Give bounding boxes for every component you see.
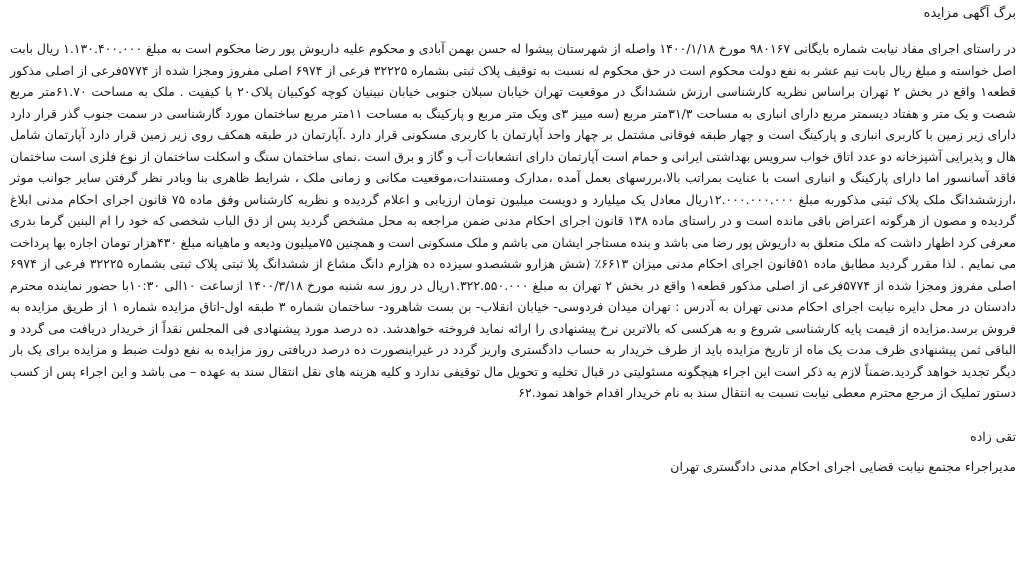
spacer [10,26,1016,38]
spacer [10,448,1016,456]
notice-body: در راستای اجرای مفاد نیابت شماره بایگانی ۹۸۰۱۶۷ مورخ ۱۴۰۰/۱/۱۸ واصله از شهرستان پیشوا له حسن بهمن آبادی و محکوم علیه داریوش پور رضا محکوم است به مبلغ ۱.۱۳۰.۴۰۰.۰۰۰ ریال بابت اصل خواسته و مبلغ ریال بابت نیم عشر به نفع دولت محکوم است در حق محکوم له نسبت به توقیف پلاک ثبتی بشماره ۳۲۲۲۵ فرعی از ۶۹۷۴ اصلی مفروز ومجزا شده از ۵۷۷۴فرعی از اصلی مذکور قطعه۱ واقع در بخش ۲ تهران براساس نظریه کارشناسی ارزش ششدانگ در موقعیت تهران خیابان سبلان جنوبی خیابان نبینیان کوچه کوکبیان پلاک۲۰ با کیفیت . ملک به مساحت ۶۱.۷۰متر مربع شصت و یک متر و هفتاد دیسمتر مربع دارای انباری به مساحت ۳۱/۳متر مربع (سه مییز ۳ی ویک متر مربع و پارکینگ به مساحت ۱۱متر مربع ساختمان مورد گارشناسی در سمت جنوب گذر قرار دارد دارای زیر زمین با کاربری انباری و پارکینگ است و چهار طبقه فوقانی مشتمل بر چهار واحد آپارتمان با کاربری مسکونی قرار دارد .آپارتمان در طبقه همکف روی زیر زمین قرار دارد آپارتمان شامل هال و پذیرایی آشپزخانه دو عدد اتاق خواب سرویس بهداشتی ایرانی و حمام است آپارتمان دارای انشعابات آب و گاز و برق است .نمای ساختمان سنگ و اسکلت ساختمان از نوع فلزی است ساختمان فاقد آسانسور اما دارای پارکینگ و انباری است با عنایت بمراتب بالا،بررسهای بعمل آمده ،مدارک ومستندات،موقعیت مکانی و زمانی ملک ، شرایط ظاهری بنا وبادر نظر گرفتن سایر جوانب موثر ،ارزششدانگ ملک پلاک ثبتی مذکوربه مبلغ ۱۲.۰۰۰.۰۰۰.۰۰۰ریال معادل یک میلیارد و دویست میلیون تومان ارزیابی و اعلام گردیده و نظریه کارشناس وفق ماده ۷۵ قانون اجرای احکام مدنی ابلاغ گردیده و مصون از هرگونه اعتراض باقی مانده است و در راستای ماده ۱۳۸ قانون اجرای احکام مدنی ضمن مراجعه به محل مشخص گردید پس از دق الباب شخصی که خود را ام البنین گرما بدری معرفی کرد اظهار داشت که ملک متعلق به داریوش پور رضا می باشد و بنده مستاجر ایشان می باشم و ملک مسکونی است و همچنین ۷۵میلیون ودیعه و ماهیانه مبلغ ۴۳۰هزار تومان اجاره بها پرداخت می نمایم . لذا مقرر گردید مطابق ماده ۵۱قانون اجرای احکام مدنی میزان ۶۶۱۳٪ (شش هزارو ششصدو سیزده ده هزارم دانگ مشاع از ششدانگ پلا ثبتی پلاک ثبتی بشماره ۳۲۲۲۵ فرعی از ۶۹۷۴ اصلی مفروز ومجزا شده از ۵۷۷۴فرعی از اصلی مذکور قطعه۱ واقع در بخش ۲ تهران به مبلغ ۱.۳۲۲.۵۵۰.۰۰۰ریال در روز سه شنبه مورخ ۱۴۰۰/۳/۱۸ ازساعت ۱۰الی ۱۰:۳۰با حضور نماینده محترم دادستان در محل دایره نیابت اجرای احکام مدنی تهران به آدرس : تهران میدان فردوسی- خیابان انقلاب- بن بست شاهرود- ساختمان شماره ۳ طبقه اول-اتاق مزایده شماره ۱ از طریق مزایده به فروش برسد.مزایده از قیمت پایه کارشناسی شروع و به هرکسی که بالاترین نرخ پیشنهادی را ارائه نماید فروخته خواهدشد. ده درصد مورد پیشنهادی فی المجلس نقداً از خریدار دریافت می گردد و الباقی ثمن پیشنهادی ظرف مدت یک ماه از تاریخ مزایده باید از طرف خریدار به حساب دادگستری واریز گردد در غیراینصورت ده درصد دریافتی روز مزایده به نفع دولت ضبط و مزایده برای یک بار دیگر تجدید خواهد گردید.ضمناً لازم به ذکر است این اجراء هیچگونه مسئولیتی در قبال تخلیه و تحویل مال توقیفی ندارد و کلیه هزینه های نقل انتقال سند به عهده – می باشد و این اجراء پس از کسب دستور تملیک از مرجع محترم معطی نیابت نسبت به انتقال سند به نام خریدار اقدام خواهد نمود.۶۲ [10,41,1017,400]
signer-name: تقی زاده [970,428,1016,444]
notice-title: برگ آگهی مزایده [923,6,1016,21]
spacer [10,404,1016,426]
signer-title: مدیراجراء مجتمع نیابت قضایی اجرای احکام مدنی دادگستری تهران [670,458,1016,474]
